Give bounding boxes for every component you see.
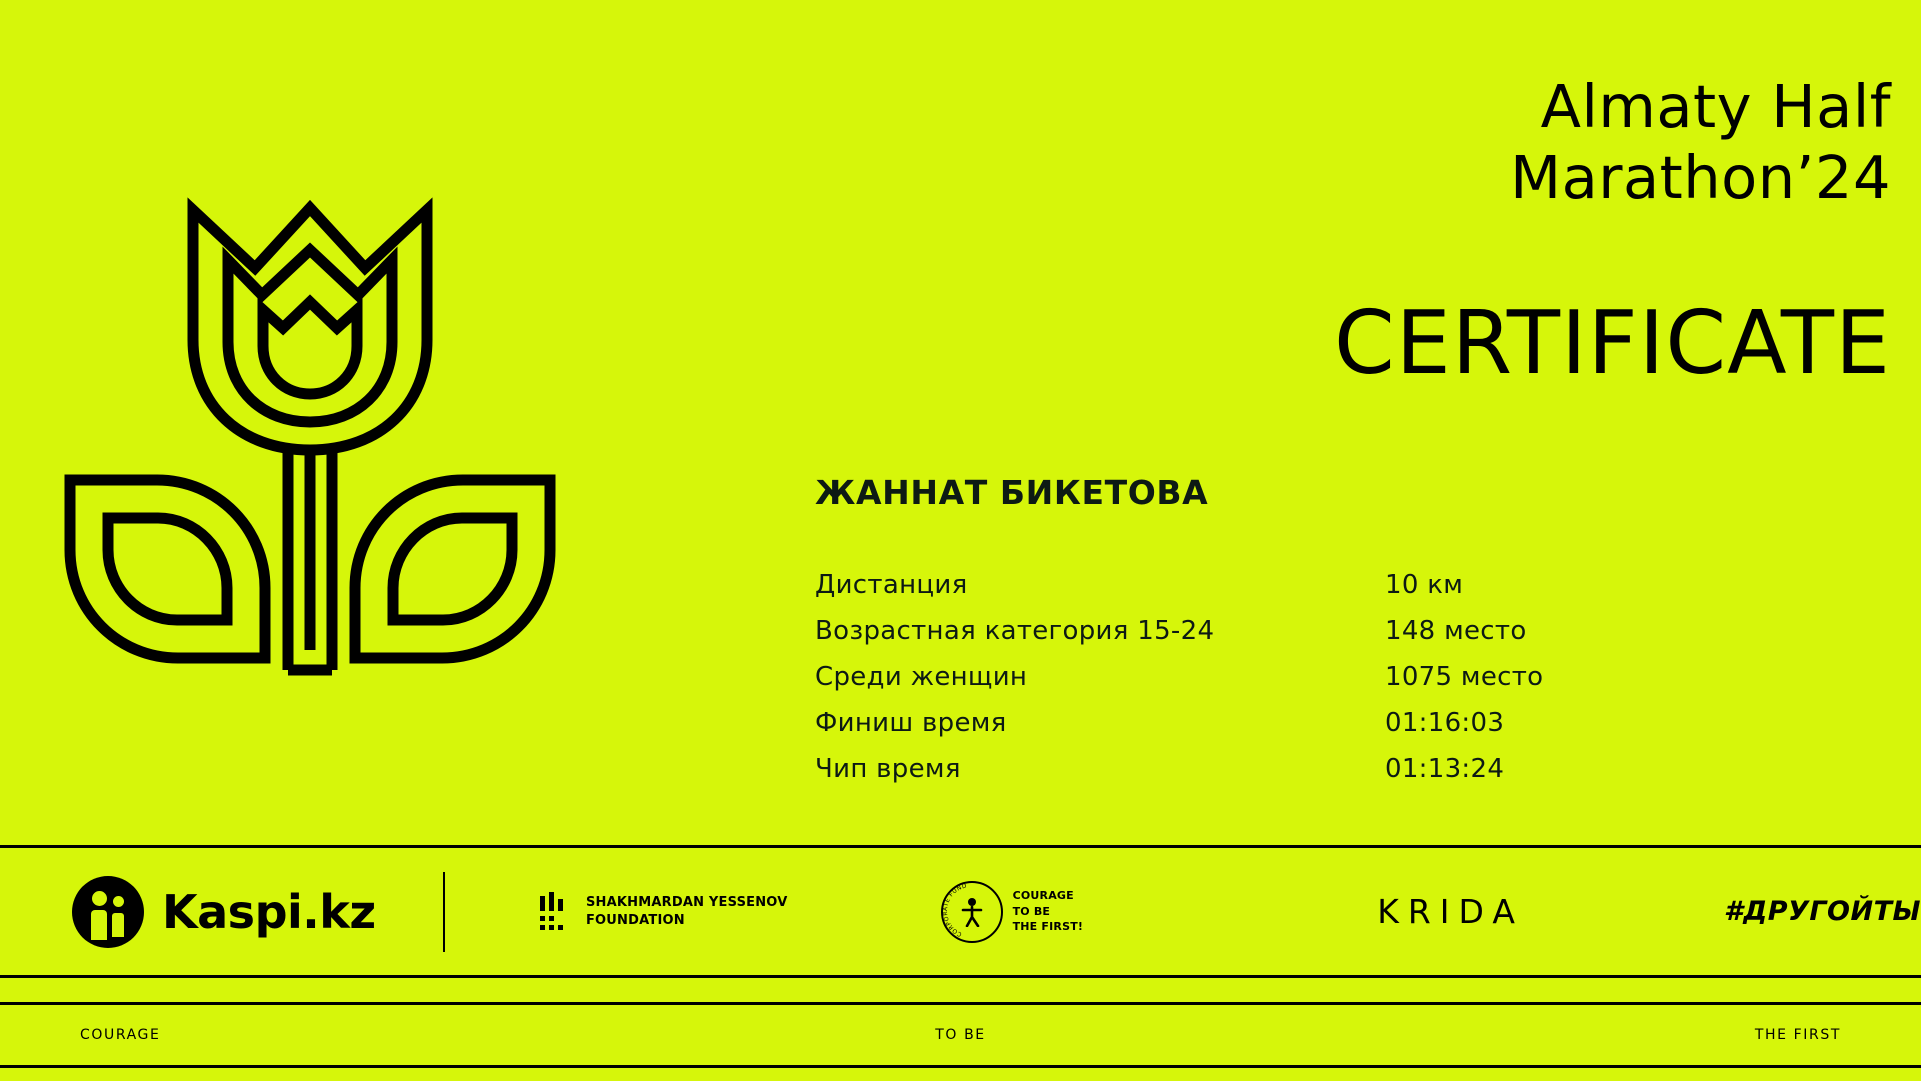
document-type-heading: CERTIFICATE <box>1334 292 1891 394</box>
athlete-name: ЖАННАТ БИКЕТОВА <box>815 473 1209 512</box>
partner-kaspi <box>72 876 423 948</box>
event-title-line2: Marathon’24 <box>1510 142 1891 212</box>
table-row <box>815 754 1635 784</box>
svg-text:CORPORATE FUND: CORPORATE FUND <box>941 881 968 938</box>
runner-figure-icon <box>959 897 985 927</box>
result-label: Чип время <box>815 754 961 784</box>
partner-logos-strip <box>0 848 1921 975</box>
table-row <box>815 708 1635 738</box>
partner-krida: KRIDA <box>1377 892 1524 931</box>
yessenov-line1: SHAKHMARDAN YESSENOV <box>585 894 788 910</box>
event-title-line1: Almaty Half <box>1540 72 1891 141</box>
table-row <box>815 616 1635 646</box>
table-row <box>815 662 1635 692</box>
slogan-strip <box>0 1005 1921 1065</box>
partner-drugoity-hashtag: #ДРУГОЙТЫ <box>1723 896 1921 927</box>
partner-yessenov-foundation <box>540 892 806 932</box>
result-label: Финиш время <box>815 708 1007 738</box>
result-value: 10 км <box>1385 570 1464 600</box>
table-row <box>815 570 1635 600</box>
tulip-emblem-icon <box>60 150 560 710</box>
result-label: Дистанция <box>815 570 968 600</box>
divider-middle <box>0 975 1921 978</box>
result-value: 01:16:03 <box>1385 708 1505 738</box>
kaspi-logo-icon <box>72 876 144 948</box>
event-title <box>911 72 1891 214</box>
yessenov-logo-icon <box>540 892 574 932</box>
yessenov-line2: FOUNDATION <box>585 912 685 928</box>
slogan-part3: THE FIRST <box>1754 1027 1841 1043</box>
result-value: 01:13:24 <box>1385 754 1505 784</box>
vertical-divider <box>443 872 445 952</box>
kaspi-wordmark: Kaspi.kz <box>162 884 376 939</box>
yessenov-wordmark <box>586 894 787 929</box>
result-label: Среди женщин <box>815 662 1028 692</box>
results-table <box>815 570 1635 800</box>
courage-line1: COURAGE <box>1012 889 1074 903</box>
slogan-part1: COURAGE <box>80 1027 161 1043</box>
result-label: Возрастная категория 15-24 <box>815 616 1215 646</box>
result-value: 148 место <box>1385 616 1527 646</box>
slogan-part2: TO BE <box>935 1027 986 1043</box>
courage-fund-wordmark <box>1013 888 1084 934</box>
result-value: 1075 место <box>1385 662 1544 692</box>
courage-line3: THE FIRST! <box>1012 920 1084 934</box>
courage-fund-logo-icon <box>941 881 1003 943</box>
divider-bottom <box>0 1065 1921 1068</box>
partner-courage-fund <box>941 881 1188 943</box>
courage-line2: TO BE <box>1012 904 1051 918</box>
